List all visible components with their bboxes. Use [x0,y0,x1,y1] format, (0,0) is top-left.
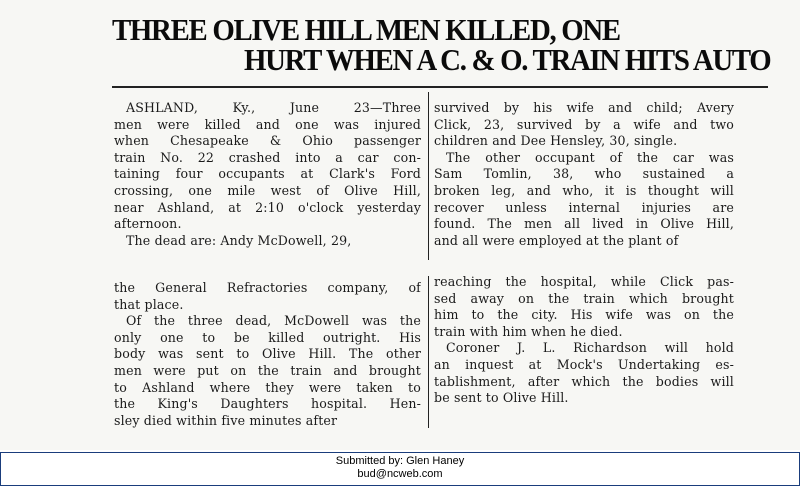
column-rule-bottom [428,276,429,428]
article-line: Sam Tomlin, 38, who sustained a [434,166,734,182]
headline-line-1: THREE OLIVE HILL MEN KILLED, ONE [112,12,620,47]
article-line: the King's Daughters hospital. Hen- [114,396,421,412]
article-line: sley died within five minutes after [114,412,338,428]
article-line: men were killed and one was injured [114,116,421,132]
article-line: ASHLAND, Ky., June 23—Three [126,100,421,115]
article-line: him to the city. His wife was on the [434,307,734,323]
column-1-top [114,100,421,249]
column-1-bottom [114,280,421,429]
column-2-bottom [434,274,734,407]
article-line: The dead are: Andy McDowell, 29, [126,232,352,248]
submission-footer [0,452,800,486]
article-line: near Ashland, at 2:10 o'clock yesterday [114,199,421,215]
column-2-top [434,100,734,249]
article-line: afternoon. [114,216,182,232]
article-line: sed away on the train which brought [434,290,734,306]
article-line: The other occupant of the car was [446,149,734,165]
article-line: men were put on the train and brought [114,362,421,378]
article-line: taining four occupants at Clark's Ford [114,166,421,182]
article-line: train with him when he died. [434,323,623,339]
column-rule-top [428,92,429,260]
article-line: only one to be killed outright. His [114,329,421,345]
article-line: broken leg, and who, it is thought will [434,182,734,198]
article-line: survived by his wife and child; Avery [434,100,734,115]
headline-line-2: HURT WHEN A C. & O. TRAIN HITS AUTO [244,42,771,77]
headline-rule [112,86,768,88]
article-line: be sent to Olive Hill. [434,390,569,406]
article-line: body was sent to Olive Hill. The other [114,346,421,362]
article-line: an inquest at Mock's Undertaking es- [434,356,734,372]
article-line: when Chesapeake & Ohio passenger [114,133,421,149]
article-line: found. The men all lived in Olive Hill, [434,216,734,232]
article-line: the General Refractories company, of [114,280,421,295]
submitted-by-text: Submitted by: Glen Haney [335,455,465,467]
article-line: train No. 22 crashed into a car con- [114,149,421,165]
article-line: Coroner J. L. Richardson will hold [446,340,734,356]
article-line: to Ashland where they were taken to [114,379,421,395]
article-line: crossing, one mile west of Olive Hill, [114,182,421,198]
article-line: tablishment, after which the bodies will [434,373,734,389]
article-line: recover unless internal injuries are [434,199,734,215]
article-line: reaching the hospital, while Click pas- [434,274,734,289]
article-line: Of the three dead, McDowell was the [126,313,421,329]
article-line: that place. [114,296,184,312]
article-line: and all were employed at the plant of [434,232,679,248]
article-line: children and Dee Hensley, 30, single. [434,133,678,149]
submitter-email: bud@ncweb.com [357,468,443,480]
article-line: Click, 23, survived by a wife and two [434,116,734,132]
